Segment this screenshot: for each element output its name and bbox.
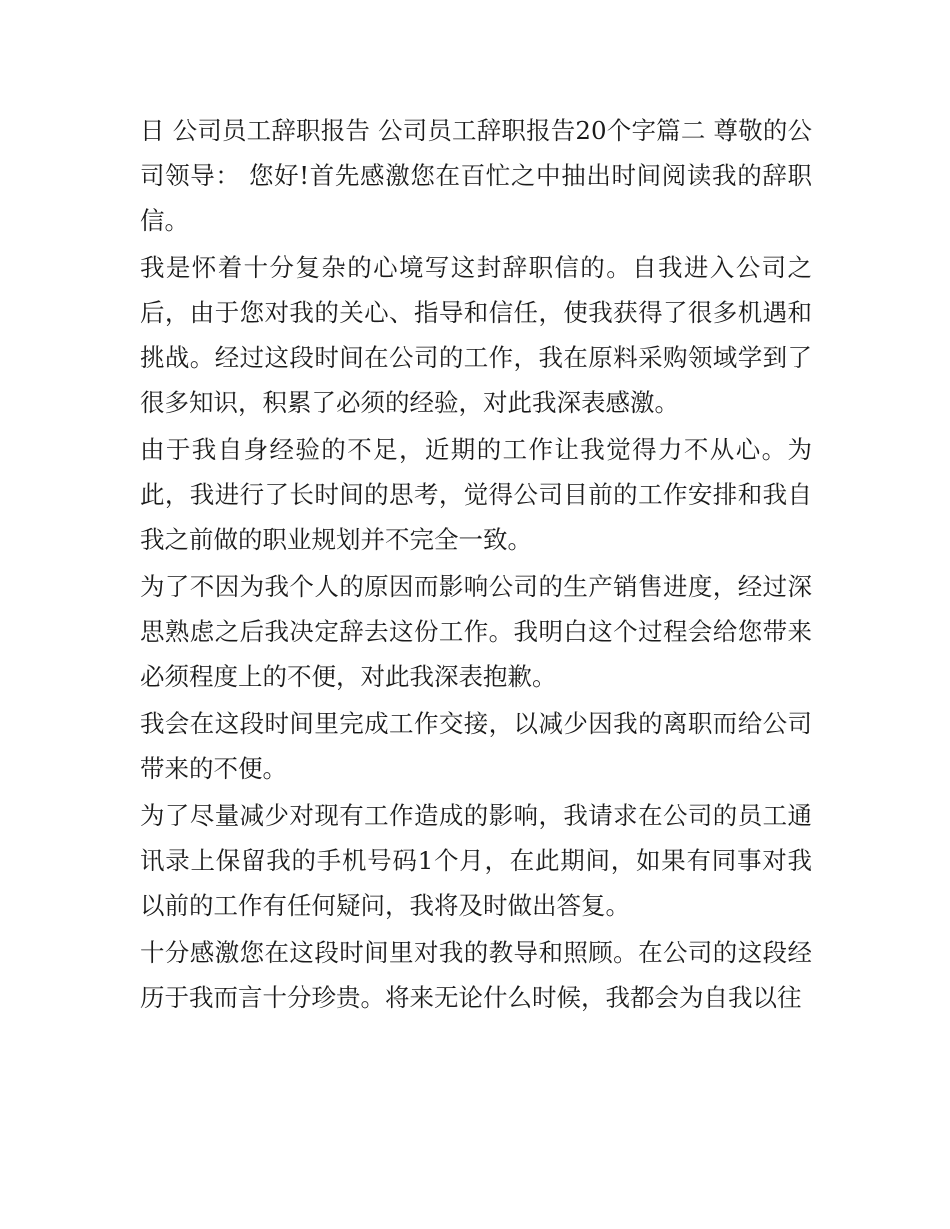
paragraph-5: 我会在这段时间里完成工作交接，以减少因我的离职而给公司带来的不便。 <box>140 709 812 783</box>
paragraph-2: 我是怀着十分复杂的心境写这封辞职信的。自我进入公司之后，由于您对我的关心、指导和信任，使我获得了很多机遇和挑战。经过这段时间在公司的工作，我在原料采购领域学到了很多知识，积累了必须的经验，对此我深表感激。 <box>140 253 812 417</box>
paragraph-6: 为了尽量减少对现有工作造成的影响，我请求在公司的员工通讯录上保留我的手机号码1个月，在此期间，如果有同事对我以前的工作有任何疑问，我将及时做出答复。 <box>140 801 812 920</box>
paragraph-3: 由于我自身经验的不足，近期的工作让我觉得力不从心。为此，我进行了长时间的思考，觉得公司目前的工作安排和我自我之前做的职业规划并不完全一致。 <box>140 435 812 554</box>
paragraph-7: 十分感激您在这段时间里对我的教导和照顾。在公司的这段经历于我而言十分珍贵。将来无论什么时候，我都会为自我以往 <box>140 938 812 1012</box>
paragraph-4: 为了不因为我个人的原因而影响公司的生产销售进度，经过深思熟虑之后我决定辞去这份工作。我明白这个过程会给您带来必须程度上的不便，对此我深表抱歉。 <box>140 572 812 691</box>
paragraph-1: 日 公司员工辞职报告 公司员工辞职报告20个字篇二 尊敬的公司领导： 您好!首先感激您在百忙之中抽出时间阅读我的辞职信。 <box>140 116 812 235</box>
document-body <box>140 108 812 1022</box>
